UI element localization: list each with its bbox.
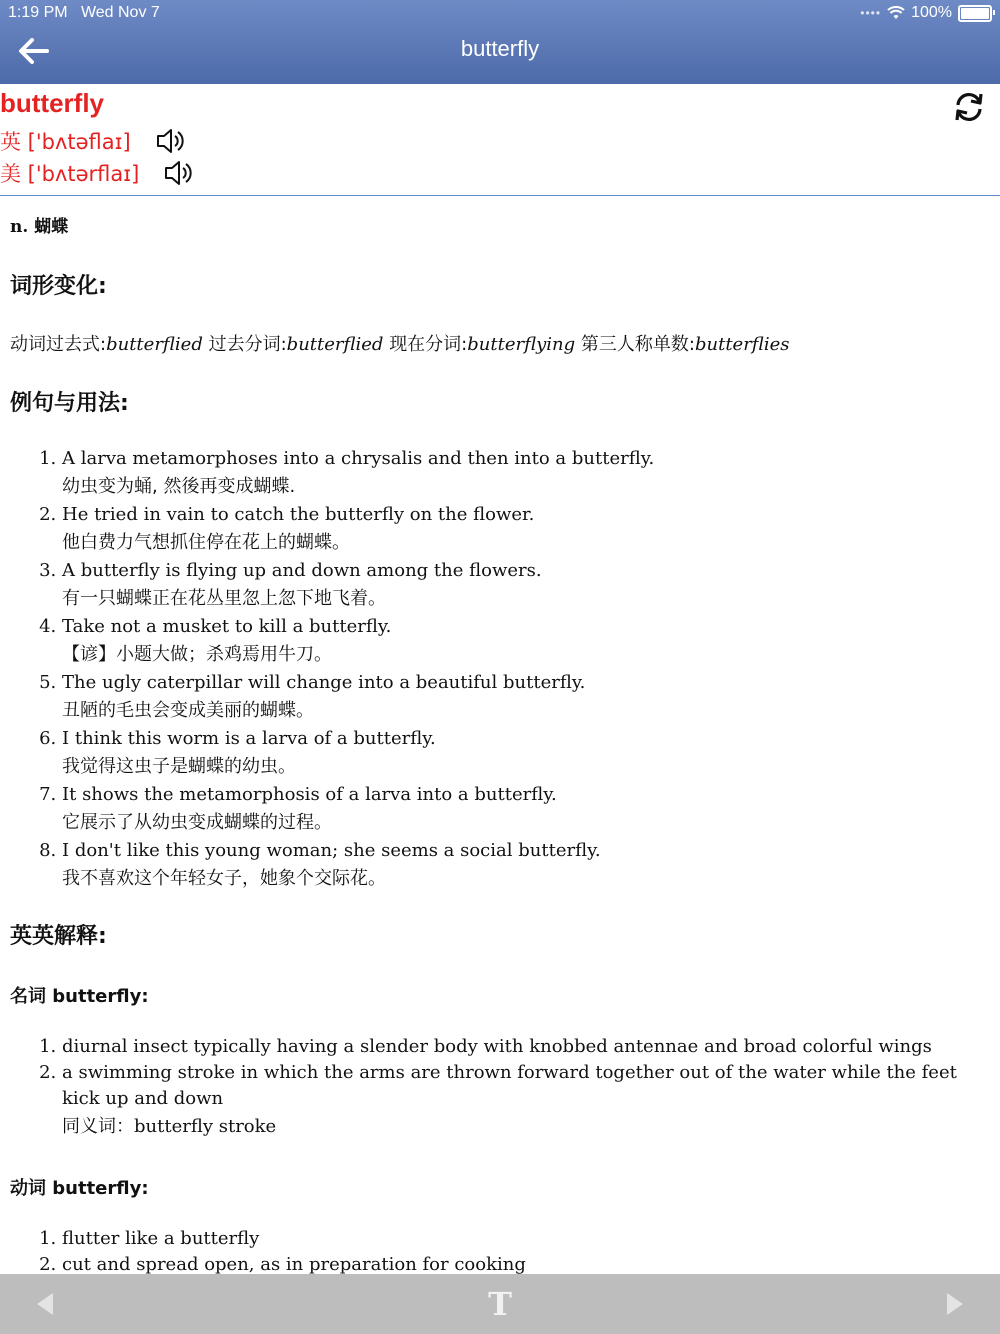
example-zh: 有一只蝴蝶正在花丛里忽上忽下地飞着。 xyxy=(62,588,386,609)
english-definitions-heading: 英英解释: xyxy=(10,924,107,949)
inflection-label: 动词过去式: xyxy=(10,334,107,355)
text-size-button[interactable]: T xyxy=(488,1285,512,1323)
inflection-label: 过去分词: xyxy=(208,334,287,355)
part-of-speech: n. 蝴蝶 xyxy=(10,217,69,237)
status-time xyxy=(8,4,160,22)
bottom-toolbar xyxy=(0,1274,1000,1334)
definition-text: cut and spread open, as in preparation for cooking xyxy=(62,1254,526,1274)
example-zh: 丑陋的毛虫会变成美丽的蝴蝶。 xyxy=(62,700,314,721)
definition-item xyxy=(62,1034,990,1060)
us-pronounce-button[interactable] xyxy=(163,158,195,188)
page-title: butterfly xyxy=(460,36,540,61)
word-header xyxy=(0,84,1000,196)
refresh-icon xyxy=(952,90,986,124)
example-zh: 幼虫变为蛹, 然後再变成蝴蝶. xyxy=(62,476,296,497)
status-bar xyxy=(0,0,1000,28)
definition-text: diurnal insect typically having a slender body with knobbed antennae and broad colorful wings xyxy=(62,1036,932,1057)
noun-definitions xyxy=(10,1034,990,1142)
example-item xyxy=(62,837,990,893)
inflection-label: 第三人称单数: xyxy=(580,334,695,355)
synonym-label: 同义词： xyxy=(62,1116,134,1137)
triangle-left-icon xyxy=(33,1291,57,1317)
uk-phonetic: 英 ['bʌtəflaɪ] xyxy=(0,130,131,154)
uk-pronounce-button[interactable] xyxy=(155,126,187,156)
status-clock: 1:19 PM xyxy=(8,4,68,21)
triangle-right-icon xyxy=(943,1291,967,1317)
definition-item xyxy=(62,1060,990,1142)
headword: butterfly xyxy=(0,88,104,118)
synonym-line xyxy=(62,1116,276,1137)
battery-percent: 100% xyxy=(911,4,952,21)
inflections-line xyxy=(10,330,990,356)
example-zh: 我不喜欢这个年轻女子，她象个交际花。 xyxy=(62,868,386,889)
example-en: I don't like this young woman; she seems a social butterfly. xyxy=(62,840,601,861)
synonym-value: butterfly stroke xyxy=(134,1116,277,1137)
speaker-icon xyxy=(155,126,187,156)
example-en: I think this worm is a larva of a butterfly. xyxy=(62,728,436,749)
inflection-value: butterflied xyxy=(286,334,384,355)
status-right xyxy=(860,4,992,22)
inflections-heading: 词形变化: xyxy=(10,274,107,299)
example-zh: 他白费力气想抓住停在花上的蝴蝶。 xyxy=(62,532,350,553)
definition-text: flutter like a butterfly xyxy=(62,1228,260,1249)
example-item xyxy=(62,445,990,501)
next-button[interactable] xyxy=(930,1274,980,1334)
example-item xyxy=(62,557,990,613)
us-phonetic: 美 ['bʌtərflaɪ] xyxy=(0,162,140,186)
inflection-label: 现在分词: xyxy=(389,334,468,355)
speaker-icon xyxy=(163,158,195,188)
inflection-value: butterflies xyxy=(694,334,790,355)
example-zh: 【谚】小题大做；杀鸡焉用牛刀。 xyxy=(62,644,332,665)
definition-item xyxy=(62,1226,990,1252)
example-item xyxy=(62,781,990,837)
arrow-left-icon xyxy=(18,38,50,64)
example-en: A butterfly is flying up and down among the flowers. xyxy=(62,560,542,581)
verb-heading: 动词 butterfly: xyxy=(10,1178,149,1199)
wifi-icon xyxy=(887,6,905,20)
noun-heading: 名词 butterfly: xyxy=(10,986,149,1007)
battery-icon xyxy=(958,5,992,22)
definition-content[interactable] xyxy=(0,196,1000,1274)
signal-icon: •••• xyxy=(860,6,882,20)
verb-definitions xyxy=(10,1226,990,1274)
inflection-value: butterflying xyxy=(467,334,576,355)
previous-button[interactable] xyxy=(20,1274,70,1334)
inflection-value: butterflied xyxy=(106,334,203,355)
example-en: A larva metamorphoses into a chrysalis and then into a butterfly. xyxy=(62,448,655,469)
definition-item xyxy=(62,1252,990,1274)
navigation-bar xyxy=(0,0,1000,84)
example-zh: 我觉得这虫子是蝴蝶的幼虫。 xyxy=(62,756,296,777)
example-en: The ugly caterpillar will change into a beautiful butterfly. xyxy=(62,672,586,693)
examples-heading: 例句与用法: xyxy=(10,391,129,416)
example-item xyxy=(62,501,990,557)
example-zh: 它展示了从幼虫变成蝴蝶的过程。 xyxy=(62,812,332,833)
example-item xyxy=(62,725,990,781)
examples-list xyxy=(10,445,990,893)
example-en: It shows the metamorphosis of a larva into a butterfly. xyxy=(62,784,557,805)
refresh-button[interactable] xyxy=(952,90,986,124)
definition-text: a swimming stroke in which the arms are thrown forward together out of the water while the feet kick up and down xyxy=(62,1062,957,1109)
example-en: Take not a musket to kill a butterfly. xyxy=(62,616,392,637)
back-button[interactable] xyxy=(14,34,54,68)
example-en: He tried in vain to catch the butterfly on the flower. xyxy=(62,504,535,525)
example-item xyxy=(62,613,990,669)
status-date: Wed Nov 7 xyxy=(80,4,160,21)
example-item xyxy=(62,669,990,725)
